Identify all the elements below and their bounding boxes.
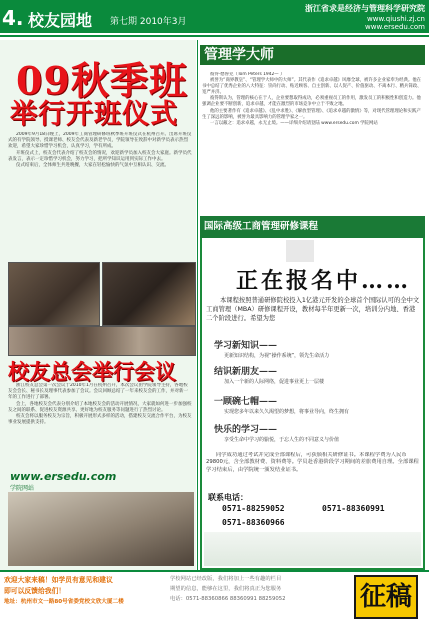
- column-para: 彼得斯认为，管理的核心在于人，企业要想取得成功，必须重视员工的作用，激发员工的积极性和创造力。他强调企业要不断创新，追求卓越，才能在激烈的市场竞争中立于不败之地。: [202, 96, 421, 108]
- footer-notice-2: 期望的信息，能够在这里，我们将真正为您服务: [170, 586, 282, 592]
- point-head-2: 结识新朋友——: [214, 367, 278, 377]
- column-title: 管理学大师: [200, 45, 425, 65]
- enrolling-slogan: 正在报名中……: [236, 268, 412, 294]
- photo-ceremony-1: [8, 262, 100, 326]
- phone-number-3[interactable]: 0571-88360966: [222, 518, 285, 527]
- article-alumni: [8, 383, 192, 469]
- photo-ceremony-3: [8, 326, 196, 356]
- call-for-papers-stamp: 征稿: [354, 575, 418, 619]
- page-number: 4.: [2, 6, 24, 30]
- footer-line-2: 即可以反馈给我们！: [4, 587, 66, 595]
- headline-opening-ceremony: 举行开班仪式: [10, 99, 178, 130]
- photo-alumni-group: [8, 492, 194, 566]
- footer-notice-1: 学校网站已经改版，我们将加上一些有趣的栏目: [170, 576, 282, 582]
- article-alumni-para: 校友会将以服务校友为宗旨，积极开展形式多样的活动，搭建校友交流合作平台，为校友事业发展提供支持。: [8, 414, 192, 426]
- course-title: 国际高级工商管理研修课程: [200, 216, 425, 238]
- article-alumni-para: 浙江校友总会第一次会议于2010年1月在杭州召开，本次会议由学院领导主持，各地校友会会长、秘书长及理事代表参加了会议。会议回顾总结了一年来校友会的工作，并对新一年的工作进行了部署。: [8, 383, 188, 401]
- footer-line-1: 欢迎大家来稿！如学员有意见和建议: [4, 576, 113, 584]
- header-rule: [0, 35, 429, 37]
- article-opening-para: 仪式结束后，全体师生共进晚餐，大家在轻松愉快的气氛中互相认识、交流。: [16, 163, 169, 169]
- course-intro: 本课程按照普通研修院校投入1亿港元开发的全球首个国际认可的全中文工商管理（MBA）研修课程开设，教材每半年更新一次，培训分内地、香港二个阶段进行。希望为您: [206, 297, 420, 322]
- phone-number-1[interactable]: 0571-88259052: [222, 504, 285, 513]
- column-divider: [197, 40, 198, 570]
- article-opening-para: 开班仪式上，校友会代表介绍了校友会的情况，欢迎新学员加入校友会大家庭。新学员代表发言，表示一定珍惜学习机会，努力学习，把所学知识运用到实际工作中去。: [8, 150, 192, 162]
- point-head-1: 学习新知识——: [214, 341, 278, 351]
- article-opening: [8, 132, 192, 256]
- logo-mark: [286, 240, 314, 262]
- phone-number-2[interactable]: 0571-88360991: [322, 504, 385, 513]
- school-name: 浙江省求是经济与管理科学研究院: [305, 4, 425, 13]
- footer-address: 地址：杭州市文一路80号省委党校文欣大厦二楼: [4, 599, 124, 605]
- footer-phones: 电话：0571-88360866 88360991 88259052: [170, 596, 286, 602]
- column-para: 彼得·德鲁克（Tom Peters 1942— ）: [210, 72, 285, 77]
- point-desc-2: 加入一个新的人际网络，促进事业更上一层楼: [224, 379, 325, 385]
- column-para: 一言以蔽之：追求卓越，永无止境。——详细介绍请登陆 www.ersedu.com 学院网站: [210, 120, 378, 126]
- footer-notice: [170, 574, 328, 604]
- box-bottom-band: [204, 532, 421, 566]
- web-link[interactable]: www.ersedu.com: [10, 470, 117, 483]
- course-fees: 同学成功通过考试并完成全部课程后，可获颁相关研修证书。本课程学费为人民币29800元，含全部教材费、资料费等。学员赴香港阶段学习期间的差旅费用自理。全部课程学习结束后，由学院统一颁发结业证书。: [206, 452, 419, 473]
- column-para: 被誉为“商界教皇”、“管理学大师中的大师”。其代表作《追求卓越》风靡全球，被许多企业家奉为经典。他在书中总结了优秀企业的八大特征：崇尚行动、贴近顾客、自主创新、以人促产、价值驱动、不离本行、精兵简政、宽严并济。: [202, 78, 422, 96]
- point-desc-4: 享受生命中学习的愉悦，于忘人生的不同意义与价值: [224, 437, 340, 443]
- section-title: 校友园地: [28, 11, 93, 30]
- school-url-2[interactable]: www.ersedu.com: [365, 23, 425, 31]
- point-head-4: 快乐的学习——: [214, 425, 278, 435]
- point-desc-1: 更新知识结构，为视“操作系统”，领先生命活力: [224, 353, 330, 359]
- article-alumni-para: 会上，各地校友会代表分别介绍了本地校友会的活动开展情况，大家就如何进一步加强校友之间的联系、促进校友资源共享、更好地为校友服务等问题进行了热烈讨论。: [8, 401, 192, 413]
- point-desc-3: 实现您多年以来久久渴望的梦想，将事业导向，终生拥有: [224, 409, 350, 415]
- contact-label: 联系电话：: [208, 493, 248, 502]
- column-para: 他的主要著作有《追求卓越》、《乱中求胜》、《解放型管理》、《追求卓越的激情》等，对现代管理理论和实践产生了深远的影响，被誉为最具影响力的管理学家之一。: [202, 108, 421, 120]
- footer-call-for-papers: [4, 575, 139, 608]
- column-article: [202, 72, 424, 192]
- school-url-1[interactable]: www.qiushi.zj.cn: [367, 15, 425, 23]
- point-head-3: 一顾碗七帽——: [214, 397, 278, 407]
- photo-ceremony-2: [102, 262, 196, 326]
- article-opening-para: 2009年9月18日晚上，2009年工商管理研修班秋季班开班仪式在杭州召开。出席开班仪式的有学院领导、授课老师、校友会代表及新老学员，学院领导在致辞中对新学员表示热烈欢迎，希望大家珍惜学习机会，认真学习，学有所成。: [8, 132, 192, 150]
- headline-autumn-class: 09秋季班: [16, 58, 188, 103]
- headline-alumni-meeting: 校友总会举行会议: [8, 359, 176, 384]
- issue-label: 第七期 2010年3月: [110, 17, 187, 27]
- web-link-sub: 学院网站: [10, 485, 35, 492]
